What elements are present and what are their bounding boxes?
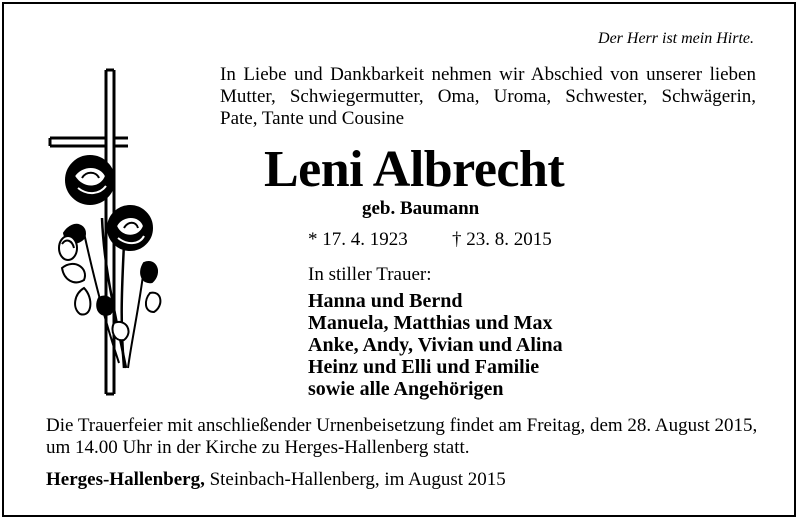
notice-line: um 14.00 Uhr in der Kirche zu Herges-Hallenberg statt. [46,437,470,458]
intro-line: Pate, Tante und Cousine [220,108,405,129]
funeral-notice [46,415,758,459]
place-rest: Steinbach-Hallenberg, im August 2015 [204,469,506,490]
family-entry: Anke, Andy, Vivian und Alina [308,334,563,356]
family-entry: sowie alle Angehörigen [308,378,504,400]
family-entry: Hanna und Bernd [308,290,463,312]
deceased-name: Leni Albrecht [264,141,565,198]
rose-bouquet-icon [59,156,160,368]
place-town: Herges-Hallenberg, [46,469,205,490]
intro-line: Mutter, Schwiegermutter, Oma, Uroma, Schwester, Schwägerin, [220,86,756,107]
family-list [308,290,563,400]
family-entry: Heinz und Elli und Familie [308,356,540,378]
maiden-name: geb. Baumann [362,198,480,219]
mourning-label: In stiller Trauer: [308,264,432,285]
intro-text [220,64,756,130]
birth-date: * 17. 4. 1923 [308,229,408,250]
motto: Der Herr ist mein Hirte. [598,30,754,47]
notice-line: Die Trauerfeier mit anschließender Urnenbeisetzung findet am Freitag, dem 28. August 2015, [46,415,758,436]
family-entry: Manuela, Matthias und Max [308,312,553,334]
death-date: † 23. 8. 2015 [452,229,552,250]
cross-and-roses-art [44,68,174,398]
place-date-line [46,469,506,491]
intro-line: In Liebe und Dankbarkeit nehmen wir Abschied von unserer lieben [220,64,756,85]
